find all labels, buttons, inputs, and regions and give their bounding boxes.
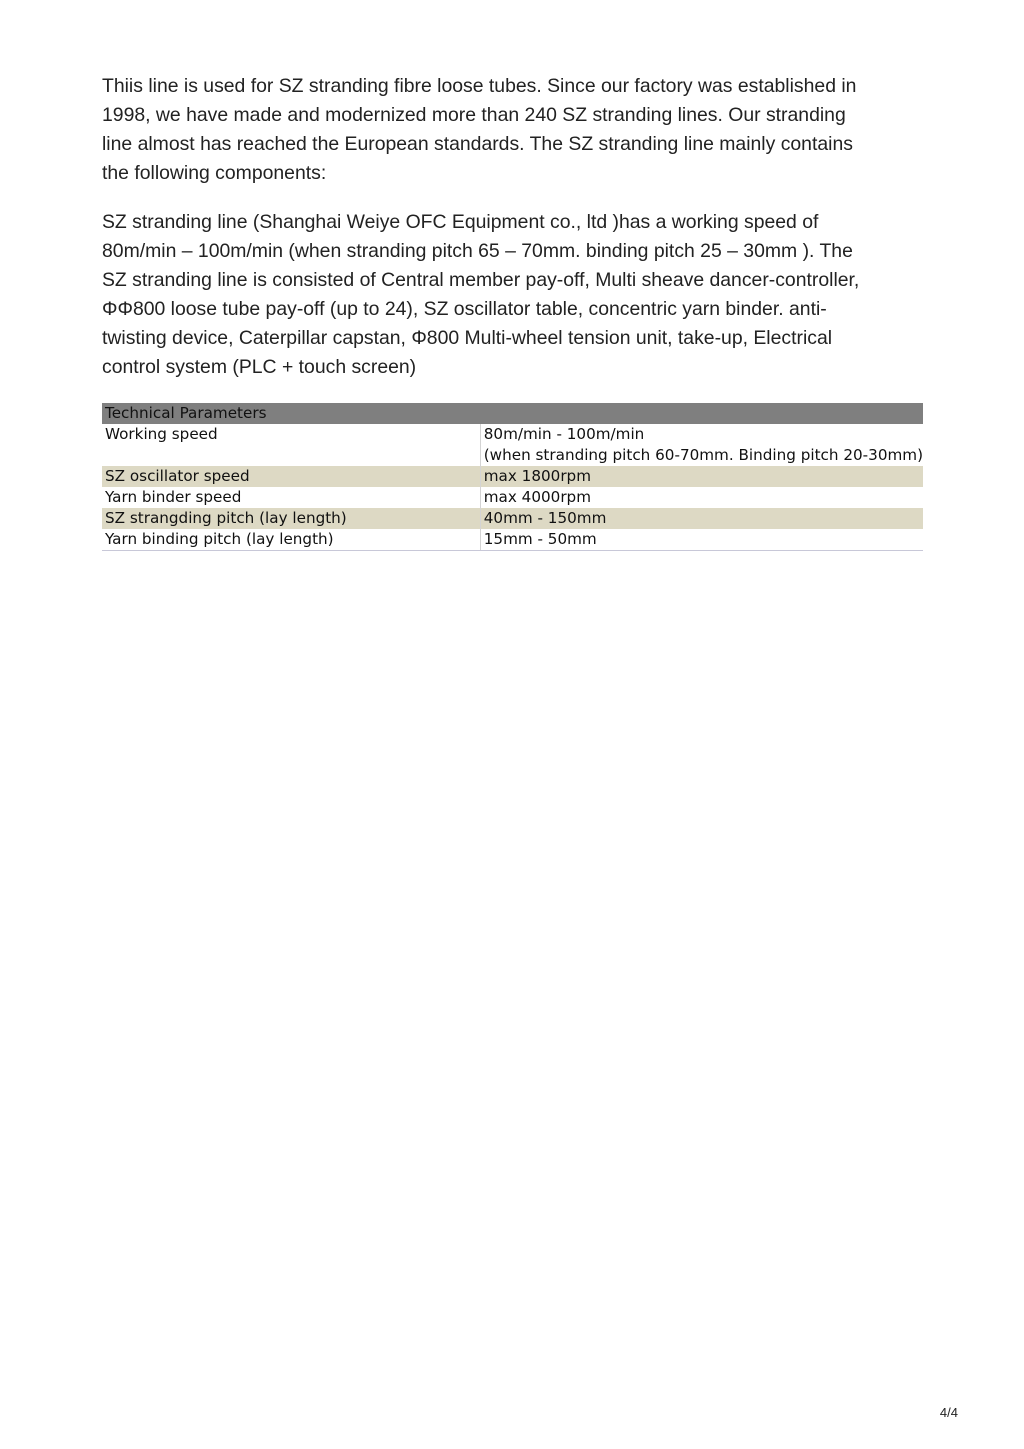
table-row <box>102 424 923 466</box>
parameter-cell: Yarn binding pitch (lay length) <box>102 529 480 551</box>
table-header: Technical Parameters <box>102 403 923 424</box>
table-row <box>102 487 923 508</box>
parameter-cell: Yarn binder speed <box>102 487 480 508</box>
value-line: 80m/min - 100m/min <box>483 425 645 443</box>
parameter-cell: SZ strangding pitch (lay length) <box>102 508 480 529</box>
value-cell: max 1800rpm <box>480 466 923 487</box>
intro-paragraph: Thiis line is used for SZ stranding fibre loose tubes. Since our factory was established in 1998, we have made and modernized more than 240 SZ stranding lines. Our stranding line almost has reached the European standards. The SZ stranding line mainly contains the following components: <box>102 75 857 184</box>
table-row <box>102 529 923 551</box>
value-cell <box>480 424 923 466</box>
table-row <box>102 508 923 529</box>
value-note-line: (when stranding pitch 60-70mm. Binding pitch 20-30mm) <box>483 446 923 464</box>
value-cell: 15mm - 50mm <box>480 529 923 551</box>
technical-parameters-table <box>102 403 923 551</box>
parameter-cell: Working speed <box>102 424 480 466</box>
description-paragraph: SZ stranding line (Shanghai Weiye OFC Equipment co., ltd )has a working speed of 80m/min – 100m/min (when stranding pitch 65 – 70mm. binding pitch 25 – 30mm ). The SZ stranding line is consisted of Central member pay-off, Multi sheave dancer-controller, ΦΦ800 loose tube pay-off (up to 24), SZ oscillator table, concentric yarn binder. anti- twisting device, Caterpillar capstan, Φ800 Multi-wheel tension unit, take-up, Electrical control system (PLC + touch screen) <box>102 211 860 378</box>
value-cell: 40mm - 150mm <box>480 508 923 529</box>
value-cell: max 4000rpm <box>480 487 923 508</box>
table-header-row <box>102 403 923 424</box>
table-row <box>102 466 923 487</box>
page-number: 4/4 <box>939 1405 958 1420</box>
parameter-cell: SZ oscillator speed <box>102 466 480 487</box>
